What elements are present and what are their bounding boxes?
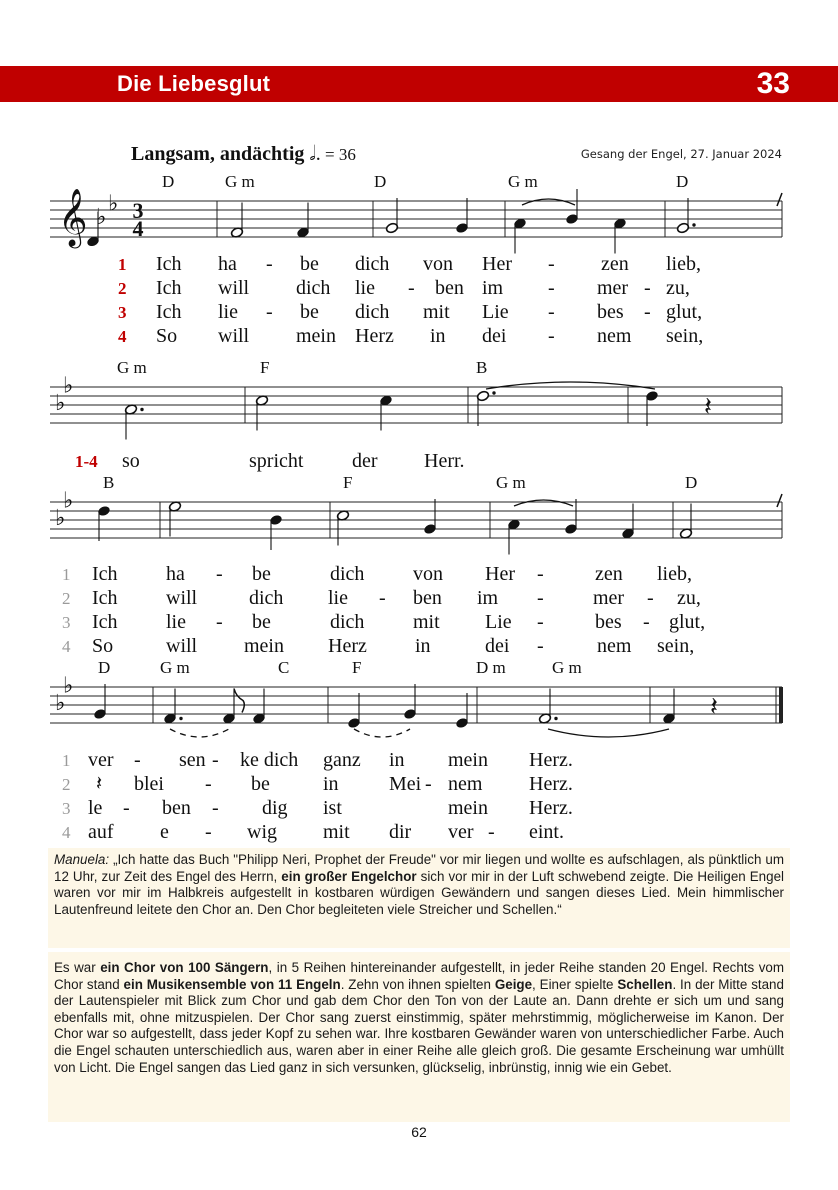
lyric-syllable: dich: [296, 277, 331, 299]
staff-system-2: [50, 358, 782, 472]
augmentation-dot: [179, 717, 182, 720]
lyric-syllable: zen: [601, 253, 629, 275]
lyric-syllable: blei: [134, 773, 164, 795]
lyric-syllable: ke dich: [240, 749, 299, 771]
hyphen: -: [205, 821, 212, 843]
lyric-syllable: mein: [448, 797, 488, 819]
lyric-syllable: ver: [88, 749, 114, 771]
lyric-syllable: glut,: [669, 611, 706, 633]
lyric-syllable: zu,: [666, 277, 690, 299]
lyric-syllable: e: [160, 821, 169, 843]
lyric-syllable: So: [92, 635, 114, 657]
lyric-syllable: Herz: [355, 325, 394, 347]
slur: [486, 382, 655, 389]
lyric-syllable: mein: [448, 749, 488, 771]
chord-symbol: G m: [225, 172, 255, 191]
verse-number: 2: [118, 279, 127, 298]
text-run: „Ich hatte das Buch "Philipp Neri, Prophet der Freude" vor mir liegen und wollte es aufschlagen, als pünktlich um 12 Uhr, zur Zeit des Engel des Herrn,: [54, 852, 784, 884]
tie: [548, 729, 669, 737]
text-run: Es war: [54, 960, 101, 975]
text-run-bold: ein großer Engelchor: [281, 868, 417, 884]
lyric-syllable: dich: [330, 611, 365, 633]
chord-symbol: D: [162, 172, 175, 191]
commentary-paragraph-1: [54, 852, 784, 918]
lyric-syllable: Ich: [156, 301, 182, 323]
tempo-text: Langsam, andächtig: [131, 143, 305, 165]
verse-number: 2: [62, 775, 71, 794]
lyric-syllable: will: [166, 587, 198, 609]
lyric-syllable: Herr.: [424, 450, 465, 472]
lyric-syllable: lieb,: [657, 563, 692, 585]
hyphen: -: [644, 277, 651, 299]
hyphen: -: [123, 797, 130, 819]
hyphen: -: [537, 611, 544, 633]
lyric-syllable: ganz: [323, 749, 361, 771]
flat-icon: ♭: [63, 673, 74, 699]
text-run-bold: Schellen: [617, 976, 673, 992]
lyric-syllable: dich: [249, 587, 284, 609]
hyphen: -: [548, 277, 555, 299]
lyric-syllable: in: [415, 635, 431, 657]
lyric-syllable: nem: [597, 635, 632, 657]
chord-symbol: D: [374, 172, 387, 191]
hyphen: -: [408, 277, 415, 299]
lyric-syllable: be: [300, 253, 319, 275]
text-run: . Zehn von ihnen spielten: [340, 976, 495, 992]
hyphen: -: [548, 325, 555, 347]
hyphen: -: [548, 301, 555, 323]
lyric-syllable: Mei: [389, 773, 422, 795]
hyphen: -: [644, 301, 651, 323]
hyphen: -: [212, 797, 219, 819]
lyric-syllable: im: [477, 587, 499, 609]
lyric-syllable: Her: [482, 253, 512, 275]
flat-icon: ♭: [55, 691, 66, 716]
lyric-syllable: zu,: [677, 587, 701, 609]
lyric-syllable: Herz.: [529, 773, 573, 795]
chord-symbol: D: [676, 172, 689, 191]
lyric-syllable: ver: [448, 821, 474, 843]
lyric-syllable: Lie: [482, 301, 509, 323]
commentary-quote: [48, 848, 790, 948]
flat-icon: ♭: [63, 373, 74, 399]
chord-symbol: F: [343, 473, 353, 492]
lyric-syllable: auf: [88, 821, 114, 843]
lyric-syllable: eint.: [529, 821, 564, 843]
text-run-bold: ein Chor von 100 Sängern: [100, 960, 269, 975]
text-run: . In der Mitte stand der Lautenspieler mit Blick zum Chor und gab dem Chor den Ton von der Laute an. Dann drehte er sich um und sang ebenfalls mit, ohne mitzuspielen. Der Chor sang zuerst einstimmig, später mehrstimmig, möglicherweise im Kanon. Der Chor war so aufgestellt, dass jeder Kopf zu sehen war. Ihre kostbaren Gewänder waren von unterschiedlicher Farbe. Auch die Engel schauten unterschiedlich aus, waren aber in einer Reihe alle gleich groß. Die gesamte Erscheinung war umhüllt von Licht. Die Engel sangen das Lied ganz in sich versunken, glückselig, inbrünstig, innig wie ein Gebet.: [54, 976, 784, 1075]
lyric-syllable: ben: [413, 587, 442, 609]
lyric-syllable: Herz: [328, 635, 367, 657]
lyric-syllable: wig: [247, 821, 277, 843]
verse-number: 3: [62, 799, 71, 818]
lyric-syllable: nem: [597, 325, 632, 347]
quarter-rest-icon: 𝄽: [710, 692, 718, 722]
verse-number: 4: [62, 637, 71, 656]
hyphen: -: [216, 563, 223, 585]
lyric-syllable: mit: [423, 301, 450, 323]
lyric-syllable: lieb,: [666, 253, 701, 275]
chord-symbol: D: [685, 473, 698, 492]
lyric-syllable: spricht: [249, 450, 304, 472]
lyric-syllable: bes: [595, 611, 622, 633]
lyric-syllable: Herz.: [529, 749, 573, 771]
lyric-syllable: dir: [389, 821, 412, 843]
final-barline: [779, 687, 783, 723]
lyric-syllable: lie: [355, 277, 375, 299]
lyric-syllable: mein: [296, 325, 336, 347]
lyric-syllable: nem: [448, 773, 483, 795]
hyphen: -: [134, 749, 141, 771]
page-number: 62: [411, 1124, 427, 1140]
chord-symbol: G m: [508, 172, 538, 191]
dashed-slur: [354, 729, 410, 737]
dashed-slur: [170, 729, 229, 737]
hyphen: -: [537, 635, 544, 657]
slur: [514, 500, 573, 506]
chord-symbol: D m: [476, 658, 506, 677]
lyric-syllable: glut,: [666, 301, 703, 323]
lyric-syllable: will: [166, 635, 198, 657]
lyric-syllable: will: [218, 277, 250, 299]
augmentation-dot: [554, 717, 557, 720]
lyric-syllable: dei: [485, 635, 510, 657]
lyric-syllable: mein: [244, 635, 284, 657]
hyphen: -: [548, 253, 555, 275]
text-run-italic: Manuela:: [54, 852, 110, 867]
flat-icon: ♭: [96, 205, 107, 230]
staff-system-1: [50, 172, 782, 347]
lyric-syllable: will: [218, 325, 250, 347]
text-run: sich vor mir in der Luft schwebend zeigte. Die Heiligen Engel waren vor mir im Halbkreis aufgestellt in kostbaren würdigen Gewändern und sangen dieses Lied. Mein himmlischer Lautenfreund leitete den Chor an. Den Chor begleiteten viele Streicher und Schellen.“: [54, 868, 784, 917]
hyphen: -: [488, 821, 495, 843]
lyric-syllable: in: [389, 749, 405, 771]
lyric-syllable: dei: [482, 325, 507, 347]
augmentation-dot: [492, 391, 495, 394]
lyric-syllable: Herz.: [529, 797, 573, 819]
lyric-syllable: der: [352, 450, 378, 472]
flat-icon: ♭: [108, 191, 119, 217]
hyphen: -: [643, 611, 650, 633]
augmentation-dot: [140, 408, 143, 411]
flat-icon: ♭: [55, 506, 66, 531]
hyphen: -: [537, 587, 544, 609]
dotted-half-note-icon: 𝅗𝅥.: [309, 143, 321, 165]
lyric-syllable: dich: [355, 253, 390, 275]
lyric-syllable: sein,: [666, 325, 704, 347]
hyphen: -: [537, 563, 544, 585]
text-run: , Einer spielte: [532, 976, 618, 992]
hyphen: -: [216, 611, 223, 633]
lyric-syllable: mer: [597, 277, 629, 299]
lyric-syllable: dich: [330, 563, 365, 585]
lyric-syllable: mer: [593, 587, 625, 609]
lyric-syllable: Ich: [156, 253, 182, 275]
song-number: 33: [756, 67, 790, 100]
hyphen: -: [205, 773, 212, 795]
text-run-bold: ein Musikensemble von 11 Engeln: [123, 976, 341, 992]
treble-clef-icon: 𝄞: [58, 188, 88, 246]
lyric-syllable: be: [251, 773, 270, 795]
hyphen: -: [379, 587, 386, 609]
lyric-syllable: dig: [262, 797, 288, 819]
verse-number: 1-4: [75, 452, 98, 471]
hyphen: -: [425, 773, 432, 795]
chord-symbol: G m: [117, 358, 147, 377]
lyric-syllable: sen: [179, 749, 206, 771]
lyric-syllable: lie: [166, 611, 186, 633]
chord-symbol: C: [278, 658, 290, 677]
lyric-syllable: ist: [323, 797, 342, 819]
lyric-syllable: in: [430, 325, 446, 347]
lyric-syllable: so: [122, 450, 140, 472]
text-run: , in 5 Reihen hintereinander aufgestellt, in jeder Reihe standen 20 Engel. Rechts vom Chor stand: [54, 960, 784, 992]
lyric-syllable: lie: [218, 301, 238, 323]
flat-icon: ♭: [63, 488, 74, 514]
breath-mark-icon: [777, 193, 782, 206]
song-title: Die Liebesglut: [117, 71, 271, 96]
lyric-syllable: in: [323, 773, 339, 795]
time-signature-bottom: 4: [132, 216, 144, 241]
augmentation-dot: [692, 223, 695, 226]
chord-symbol: G m: [160, 658, 190, 677]
lyric-syllable: von: [423, 253, 453, 275]
hyphen: -: [647, 587, 654, 609]
lyric-syllable: dich: [355, 301, 390, 323]
slur: [522, 199, 575, 205]
lyric-syllable: be: [252, 563, 271, 585]
lyric-syllable: Ich: [92, 611, 118, 633]
lyric-syllable: ha: [218, 253, 237, 275]
lyric-syllable: sein,: [657, 635, 695, 657]
hyphen: -: [212, 749, 219, 771]
time-signature-top: 3: [132, 198, 144, 223]
hyphen: -: [266, 253, 273, 275]
verse-number: 1: [118, 255, 127, 274]
lyric-syllable: Her: [485, 563, 515, 585]
lyric-syllable: le: [88, 797, 103, 819]
verse-number: 4: [62, 823, 71, 842]
chord-symbol: B: [103, 473, 115, 492]
quarter-rest-icon: 𝄽: [704, 392, 712, 422]
verse-number: 3: [118, 303, 127, 322]
lyric-syllable: Ich: [92, 587, 118, 609]
lyric-syllable: be: [252, 611, 271, 633]
breath-mark-icon: [777, 494, 782, 507]
lyric-syllable: mit: [323, 821, 350, 843]
verse-number: 3: [62, 613, 71, 632]
verse-number: 4: [118, 327, 127, 346]
chord-symbol: F: [352, 658, 362, 677]
staff-system-3: [50, 473, 782, 657]
lyric-syllable: bes: [597, 301, 624, 323]
verse-number: 2: [62, 589, 71, 608]
chord-symbol: G m: [552, 658, 582, 677]
lyric-syllable: zen: [595, 563, 623, 585]
staff-system-4: [50, 658, 783, 843]
lyric-syllable: ben: [435, 277, 464, 299]
commentary-description: [48, 952, 790, 1122]
text-run-bold: Geige: [494, 976, 533, 992]
lyric-syllable: lie: [328, 587, 348, 609]
hyphen: -: [266, 301, 273, 323]
lyric-syllable: be: [300, 301, 319, 323]
quarter-rest-icon: 𝄽: [96, 773, 103, 795]
tempo-value: = 36: [320, 145, 356, 164]
chord-symbol: B: [476, 358, 488, 377]
verse-number: 1: [62, 751, 71, 770]
lyric-syllable: ben: [162, 797, 191, 819]
chord-symbol: F: [260, 358, 270, 377]
flat-icon: ♭: [55, 391, 66, 416]
lyric-syllable: ha: [166, 563, 185, 585]
verse-number: 1: [62, 565, 71, 584]
lyric-syllable: Ich: [156, 277, 182, 299]
lyric-syllable: Ich: [92, 563, 118, 585]
lyric-syllable: von: [413, 563, 443, 585]
chord-symbol: D: [98, 658, 111, 677]
chord-symbol: G m: [496, 473, 526, 492]
lyric-syllable: Lie: [485, 611, 512, 633]
eighth-flag: [234, 689, 244, 713]
lyric-syllable: mit: [413, 611, 440, 633]
commentary-paragraph-2: [54, 960, 784, 1076]
lyric-syllable: im: [482, 277, 504, 299]
source-attribution: Gesang der Engel, 27. Januar 2024: [580, 147, 782, 161]
lyric-syllable: So: [156, 325, 178, 347]
